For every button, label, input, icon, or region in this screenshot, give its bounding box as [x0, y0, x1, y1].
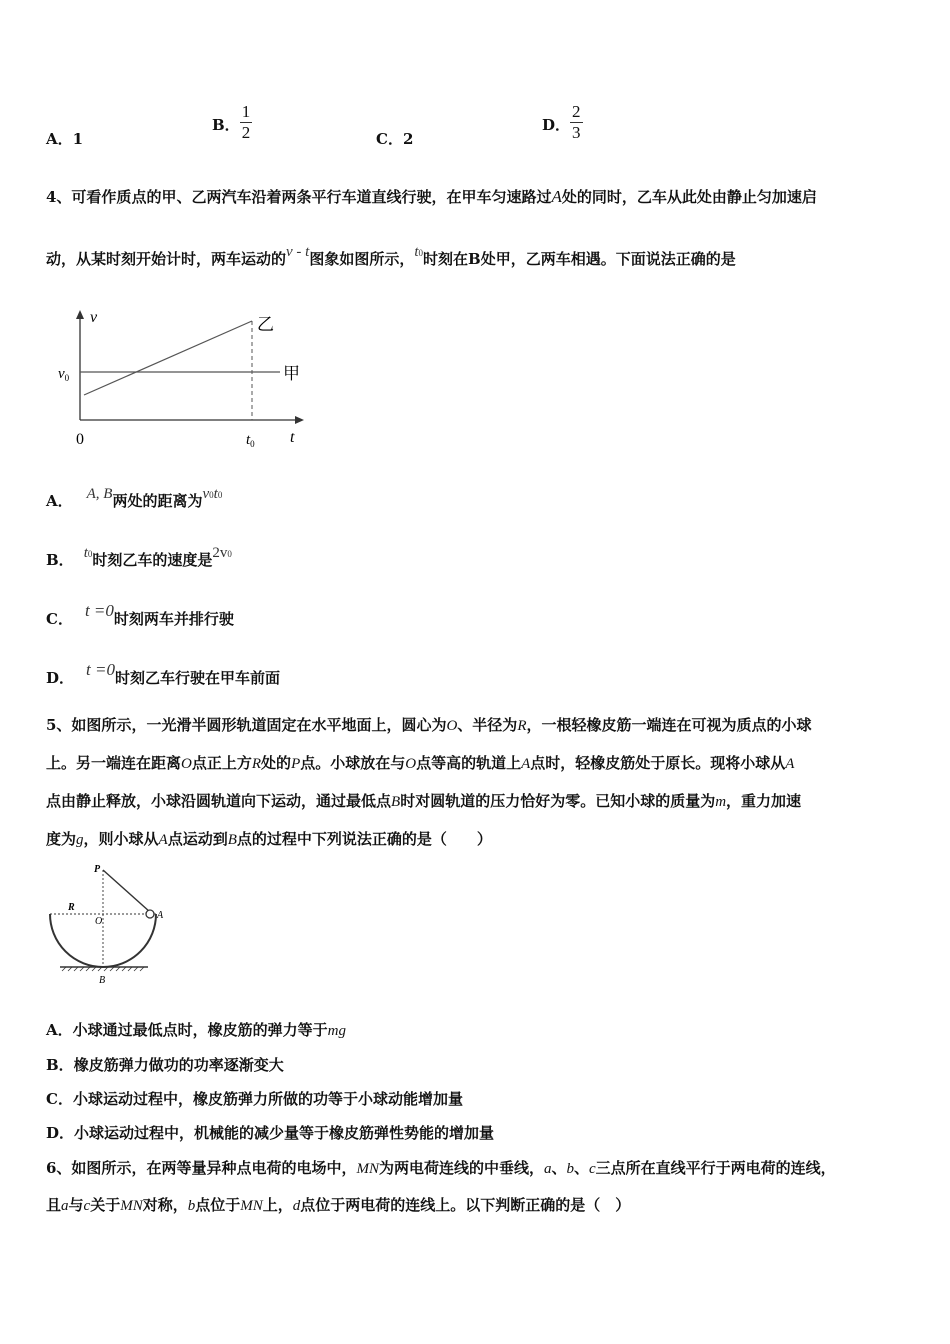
graph-label-v: v — [90, 309, 98, 326]
q6-stem-line2: 且a与c关于MN对称，b点位于MN上，d点位于两电荷的连线上。以下判断正确的是（ ） — [46, 1196, 631, 1214]
q4-option-b: B． t0时刻乙车的速度是2v0 — [46, 545, 232, 569]
q4-stem-line2: 动，从某时刻开始计时，两车运动的v - t图象如图所示，t0时刻在B处甲，乙两车相遇。下面说法正确的是 — [46, 244, 736, 268]
fig-label-o: O — [95, 916, 103, 927]
q4-option-a: A． A, B两处的距离为v0t0 — [46, 486, 223, 510]
t-axis-arrow — [295, 416, 304, 424]
q3-option-b: B． $\frac{1}{2}$ — [212, 102, 251, 142]
fig-label-b: B — [99, 975, 106, 986]
fig-label-a: A — [157, 910, 164, 921]
vt-graph — [52, 302, 312, 462]
q4-stem-line1: 4、可看作质点的甲、乙两汽车沿着两条平行车道直线行驶，在甲车匀速路过A处的同时，乙车从此处由静止匀加速启 — [46, 187, 817, 206]
graph-origin: 0 — [76, 431, 84, 448]
graph-label-t0: $t_0$ — [246, 432, 255, 449]
q5-stem-line3: 点由静止释放，小球沿圆轨道向下运动，通过最低点B时对圆轨道的压力恰好为零。已知小球的质量为m，重力加速 — [46, 792, 802, 810]
q4-option-c: C． t =0时刻两车并排行驶 — [46, 601, 234, 628]
q3-option-d: D． $\frac{2}{3}$ — [542, 102, 581, 142]
graph-label-t: t — [290, 429, 295, 446]
q5-option-a: A．小球通过最低点时，橡皮筋的弹力等于mg — [46, 1021, 346, 1039]
q5-stem-line4: 度为g，则小球从A点运动到B点的过程中下列说法正确的是（ ） — [46, 830, 492, 848]
fraction-two-thirds: $\frac{2}{3}$ — [572, 102, 581, 142]
graph-label-v0: $v_0$ — [58, 366, 70, 383]
q6-stem-line1: 6、如图所示，在两等量异种点电荷的电场中，MN为两电荷连线的中垂线，a、b、c三点所在直线平行于两电荷的连线， — [46, 1159, 836, 1177]
ball — [146, 910, 154, 918]
graph-label-jia: 甲 — [283, 364, 300, 383]
q3-option-a: A．1 — [46, 130, 84, 148]
q5-option-b: B．橡皮筋弹力做功的功率逐渐变大 — [46, 1056, 284, 1074]
q5-stem-line1: 5、如图所示，一光滑半圆形轨道固定在水平地面上，圆心为O、半径为R，一根轻橡皮筋一端连在可视为质点的小球 — [46, 716, 812, 734]
fig-label-p: P — [94, 864, 101, 875]
graph-line-yi — [84, 321, 252, 395]
graph-label-yi: 乙 — [257, 315, 274, 334]
fraction-one-half: $\frac{1}{2}$ — [241, 102, 251, 142]
rubber-band — [103, 870, 150, 912]
q5-option-d: D．小球运动过程中，机械能的减少量等于橡皮筋弹性势能的增加量 — [46, 1124, 495, 1142]
q3-option-c: C．2 — [376, 130, 414, 148]
fig-label-r: R — [68, 902, 75, 913]
v-axis-arrow — [76, 310, 84, 319]
q4-option-d: D． t =0时刻乙车行驶在甲车前面 — [46, 660, 280, 687]
semicircle-track-figure — [40, 858, 170, 988]
q5-option-c: C．小球运动过程中，橡皮筋弹力所做的功等于小球动能增加量 — [46, 1090, 463, 1108]
q5-stem-line2: 上。另一端连在距离O点正上方R处的P点。小球放在与O点等高的轨道上A点时，轻橡皮筋处于原长。现将小球从A — [46, 754, 795, 772]
